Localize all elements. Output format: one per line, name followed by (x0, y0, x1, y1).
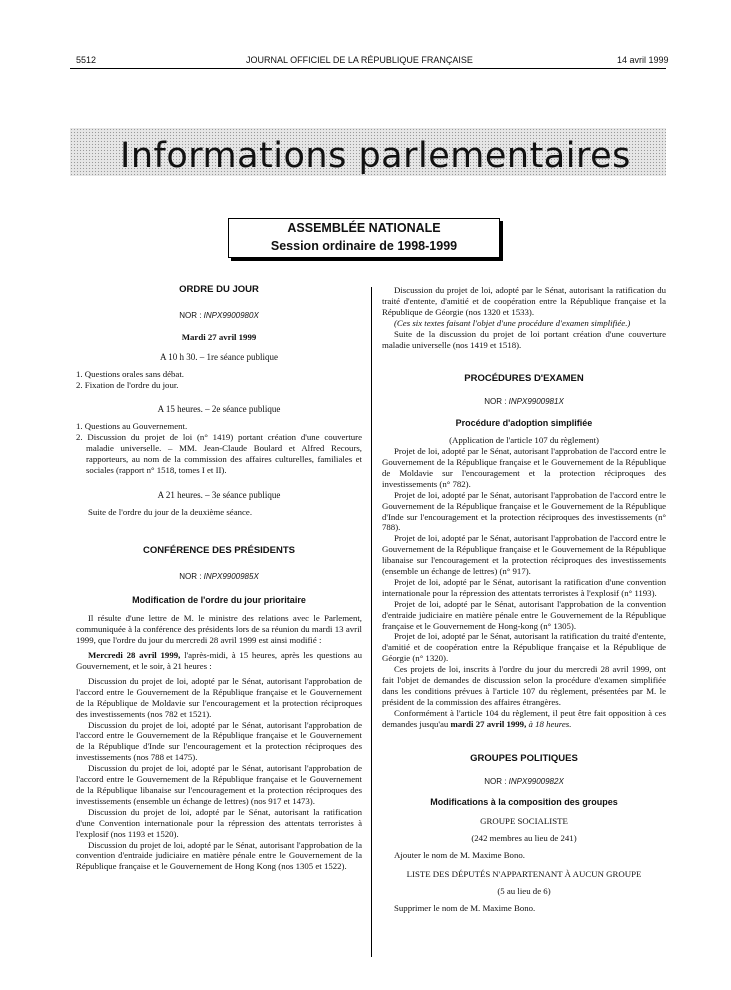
ordre-day: Mardi 27 avril 1999 (181, 331, 257, 342)
conference-subheading: Modification de l'ordre du jour prioritaire (132, 594, 306, 605)
procedures-heading: PROCÉDURES D'EXAMEN (464, 373, 584, 385)
list-item: Projet de loi, adopté par le Sénat, autorisant l'approbation de la convention d'entraide judiciaire en matière pénale entre le Gouvernement de la République française et le Gouvernement de Hong-kong (n° 1305). (382, 598, 666, 631)
list-item: Projet de loi, adopté par le Sénat, autorisant l'approbation de l'accord entre le Gouvernement de la République française et le Gouvernement de la République de Moldavie sur l'encouragement et la protection réciproques des investissements (n° 782). (382, 446, 666, 489)
conference-wednesday: Mercredi 28 avril 1999, l'après-midi, à 15 heures, après les questions au Gouvernement, et le soir, à 21 heures : (76, 650, 363, 672)
seance-2-time: A 15 heures. – 2e séance publique (157, 404, 281, 415)
list-item: Discussion du projet de loi, adopté par le Sénat, autorisant l'approbation de l'accord entre le Gouvernement de la République française et le Gouvernement de la République libanaise sur l'encouragement et la protection réciproques des investissements (ensemble un échange de lettres) (nos 917 et 1473). (76, 763, 362, 806)
group-socialiste-name: GROUPE SOCIALISTE (480, 816, 568, 827)
seance-1-time: A 10 h 30. – 1re séance publique (160, 351, 278, 362)
conference-intro: Il résulte d'une lettre de M. le ministre des relations avec le Parlement, communiquée à la conférence des présidents lors de sa réunion du mardi 13 avril 1999, que l'ordre du jour du mercredi 28 avril 1999 est ainsi modifié : (76, 613, 362, 646)
right-column (382, 285, 666, 914)
list-item: Discussion du projet de loi, adopté par le Sénat, autorisant l'approbation de la convention d'entraide judiciaire en matière pénale entre le Gouvernement de la République française et le Gouvernement de Hong Kong (nos 1305 et 1522). (76, 839, 362, 872)
issue-date: 14 avril 1999 (617, 55, 669, 65)
procedures-application: (Application de l'article 107 du règlement) (449, 435, 599, 446)
column-divider (371, 287, 372, 957)
group-socialiste-count: (242 membres au lieu de 241) (471, 833, 577, 844)
list-item: Projet de loi, adopté par le Sénat, autorisant l'approbation de l'accord entre le Gouvernement de la République française et le Gouvernement de la République d'Inde sur l'encouragement et la protection réciproques des investissements (n° 788). (382, 489, 666, 533)
ordre-nor: NOR : INPX9900980X (179, 310, 259, 320)
groups-heading: GROUPES POLITIQUES (470, 752, 578, 764)
conference-nor: NOR : INPX9900985X (179, 571, 259, 581)
procedures-nor: NOR : INPX9900981X (484, 397, 564, 407)
conference-heading: CONFÉRENCE DES PRÉSIDENTS (142, 544, 296, 556)
seance-2-list (76, 421, 362, 476)
groups-subheading: Modifications à la composition des groupes (430, 797, 618, 808)
procedures-subheading: Procédure d'adoption simplifiée (455, 418, 593, 429)
list-item: 2. Discussion du projet de loi (n° 1419) portant création d'une couverture maladie universelle. – MM. Jean-Claude Boulard et Alfred Recours, rapporteurs, au nom de la commission des affaires culturelles, familiales et sociales (rapport n° 1518, tomes I et II). (76, 432, 362, 475)
list-item: 1. Questions orales sans débat. (76, 368, 184, 379)
groups-nor: NOR : INPX9900982X (484, 776, 564, 786)
assembly-name: ASSEMBLÉE NATIONALE (287, 221, 441, 235)
list-item: Discussion du projet de loi, adopté par le Sénat, autorisant la ratification d'une Convention internationale pour la répression des attentats terroristes à l'explosif (nos 1193 et 1520). (76, 806, 362, 839)
header-rule (70, 68, 666, 69)
list-item: Discussion du projet de loi, adopté par le Sénat, autorisant l'approbation de l'accord entre le Gouvernement de la République française et le Gouvernement de la République d'Inde sur l'encouragement et la protection réciproques des investissements (nos 788 et 1475). (76, 719, 362, 763)
list-item: Projet de loi, adopté par le Sénat, autorisant la ratification du traité d'entente, d'amitié et de coopération entre la République française et la République de Géorgie (n° 1320). (382, 631, 666, 664)
group-socialiste-add: Ajouter le nom de M. Maxime Bono. (394, 850, 525, 861)
list-item: Projet de loi, adopté par le Sénat, autorisant la ratification d'une convention internationale pour la répression des attentats terroristes à l'explosif (n° 1193). (382, 576, 666, 598)
list-item: 1. Questions au Gouvernement. (76, 421, 188, 432)
continued-item: Discussion du projet de loi, adopté par le Sénat, autorisant la ratification du traité d'entente, d'amitié et de coopération entre la République française et la République de Géorgie (nos 1320 et 1533). (382, 285, 666, 317)
list-item: Ces projets de loi, inscrits à l'ordre du jour du mercredi 28 avril 1999, ont fait l'objet de demandes de discussion selon la procédure d'examen simplifiée dans les conditions prévues à l'article 107 du règlement, présentées par M. le président de la commission des affaires étrangères. (382, 664, 666, 707)
list-item: Discussion du projet de loi, adopté par le Sénat, autorisant l'approbation de l'accord entre le Gouvernement de la République française et le Gouvernement de la République de Moldavie sur l'encouragement et la protection réciproques des investissements (nos 782 et 1521). (76, 675, 362, 719)
continued-item: Suite de la discussion du projet de loi portant création d'une couverture maladie universelle (nos 1419 et 1518). (382, 328, 666, 350)
non-inscrits-name: LISTE DES DÉPUTÉS N'APPARTENANT À AUCUN GROUPE (406, 869, 642, 880)
seance-3-time: A 21 heures. – 3e séance publique (157, 489, 281, 500)
left-column (76, 285, 362, 872)
journal-title: JOURNAL OFFICIEL DE LA RÉPUBLIQUE FRANÇAISE (246, 55, 473, 65)
list-item: Projet de loi, adopté par le Sénat, autorisant l'approbation de l'accord entre le Gouvernement de la République française et le Gouvernement de la République libanaise sur l'encouragement et la protection réciproques des investissements (ensemble un échange de lettres) (n° 917). (382, 533, 666, 577)
assembly-box (228, 218, 500, 258)
seance-3-text: Suite de l'ordre du jour de la deuxième séance. (88, 506, 253, 517)
procedures-final: Conformément à l'article 104 du règlement, il peut être fait opposition à ces demandes jusqu'au mardi 27 avril 1999, à 18 heures. (382, 707, 666, 729)
page-number: 5512 (76, 55, 97, 65)
continued-note: (Ces six textes faisant l'objet d'une procédure d'examen simplifiée.) (394, 317, 631, 328)
banner-title: Informations parlementaires (120, 136, 631, 176)
ordre-heading: ORDRE DU JOUR (179, 284, 259, 295)
seance-1-list (76, 369, 362, 391)
non-inscrits-count: (5 au lieu de 6) (497, 885, 551, 896)
session-title: Session ordinaire de 1998-1999 (270, 239, 458, 253)
non-inscrits-remove: Supprimer le nom de M. Maxime Bono. (394, 902, 536, 913)
list-item: 2. Fixation de l'ordre du jour. (76, 379, 179, 390)
